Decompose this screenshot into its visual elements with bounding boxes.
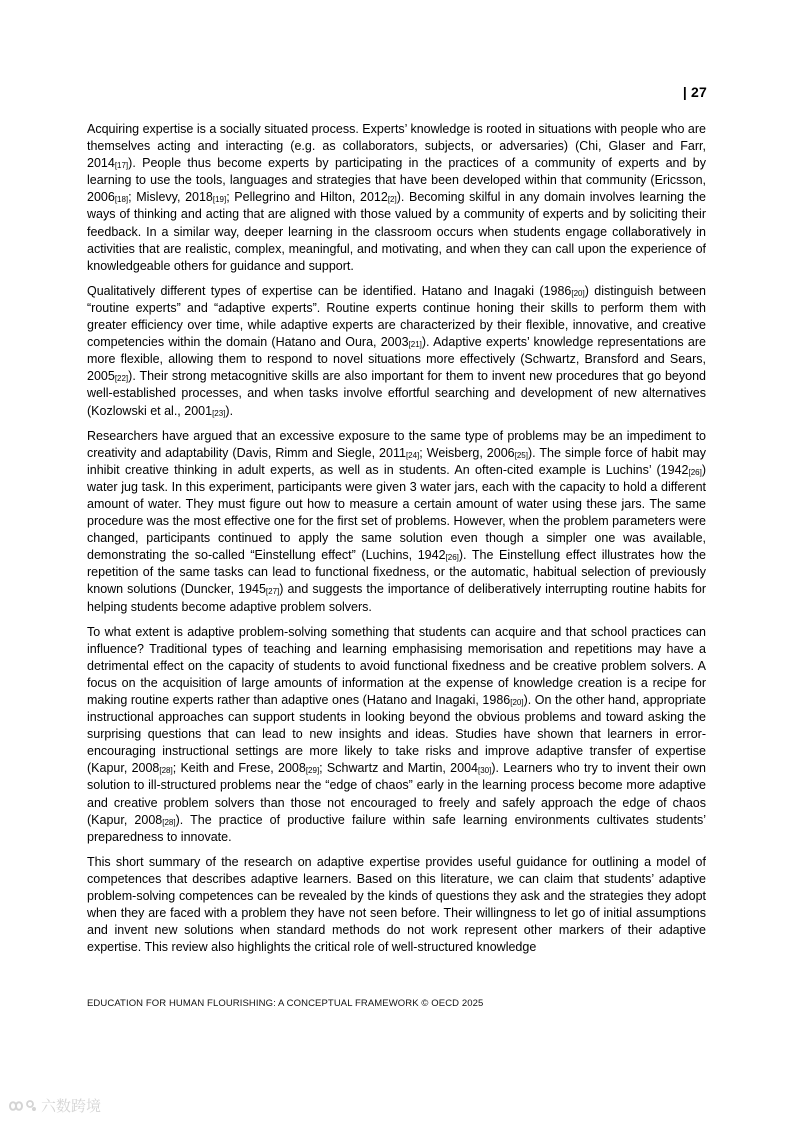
citation-ref: [28]	[159, 766, 173, 776]
paragraph: To what extent is adaptive problem-solving something that students can acquire and that school practices can influence? Traditional types of teaching and learning emphasising memorisation and repetitions may have a detrimental effect on the capacity of students to avoid functional fixedness and be creative problem solvers. A focus on the acquisition of large amounts of information at the expense of knowledge creation is a recipe for making routine experts rather than adaptive ones (Hatano and Inagaki, $1986_{[20]}$). On the other hand, appropriate instructional approaches can support students in looking beyond the obvious problems and toward asking the surprising questions that can lead to new insights and ideas. Studies have shown that learners in error-encouraging instructional settings are more likely to take risks and improve adaptive transfer of expertise (Kapur, $2008_{[28]}$; Keith and Frese, $2008_{[29]}$; Schwartz and Martin, $2004_{[30]}$). Learners who try to invent their own solution to ill-structured problems near the “edge of chaos” early in the learning process become more adaptive and creative problem solvers than those not encouraged to freely and safely approach the edge of chaos (Kapur, $2008_{[28]}$). The practice of productive failure within safe learning environments cultivates students’ preparedness to innovate.	[87, 624, 707, 844]
citation-ref: [17]	[114, 161, 129, 171]
citation-ref: [23]	[212, 408, 226, 418]
watermark-text: 六数跨境	[41, 1098, 102, 1115]
citation-ref: [25]	[514, 450, 528, 460]
citation-ref: [24]	[405, 450, 420, 460]
citation-ref: [20]	[571, 288, 585, 298]
citation-ref: [26]	[445, 553, 459, 563]
citation-ref: [22]	[114, 374, 129, 384]
paragraph: Researchers have argued that an excessive exposure to the same type of problems may be an impediment to creativity and adaptability (Davis, Rimm and Siegle, $2011_{[24]}$; Weisberg, $2006_{[25]}$). The simple force of habit may inhibit creative thinking in adult experts, as well as in students. An often-cited example is Luchins’ $(1942_{[26]})$ water jug task. In this experiment, participants were given 3 water jars, each with the capacity to hold a different amount of water. They must figure out how to measure a certain amount of water using these jars. The same procedure was the most effective one for the first set of problems. However, when the problem parameters were changed, participants continued to apply the same solution even though a simpler one was available, demonstrating the so-called “Einstellung effect” (Luchins, $1942_{[26]}$). The Einstellung effect illustrates how the repetition of the same tasks can lead to functional fixedness, or the automatic, habitual selection of previously known solutions (Duncker, $1945_{[27]}$) and suggests the importance of deliberatively interrupting routine habits for helping students become adaptive problem solvers.	[87, 428, 707, 614]
paragraph: Acquiring expertise is a socially situated process. Experts’ knowledge is rooted in situations with people who are themselves acting and interacting (e.g. as collaborators, subjects, or adversaries) (Chi, Glaser and Farr, $2014_{[17]}$). People thus become experts by participating in the practices of a community of experts and by learning to use the tools, languages and strategies that have been developed within that community (Ericsson, $2006_{[18]}$; Mislevy, $2018_{[19]}$; Pellegrino and Hilton, $2012_{[2]}$). Becoming skilful in any domain involves learning the ways of thinking and acting that are aligned with those valued by a community of experts and by soliciting their feedback. In a similar way, deeper learning in the classroom occurs when students engage collaboratively in activities that are realistic, complex, meaningful, and motivating, and when they can call upon the experience of knowledgeable others for guidance and support.	[87, 122, 706, 273]
citation-ref: [18]	[114, 195, 129, 205]
citation-ref: [27]	[265, 587, 280, 597]
paragraph: Qualitatively different types of expertise can be identified. Hatano and Inagaki $(1986_{[20]})$ distinguish between “routine experts” and “adaptive experts”. Routine experts continue honing their skills to perform them with greater efficiency over time, while adaptive experts are characterized by their flexible, innovative, and creative competencies within the domain (Hatano and Oura, $2003_{[21]}$). Adaptive experts’ knowledge representations are more flexible, allowing them to respond to novel situations more effectively (Schwartz, Bransford and Sears, $2005_{[22]}$). Their strong metacognitive skills are also important for them to invent new procedures that go beyond well-established processes, and when tasks involve effortful searching and development of new alternatives (Kozlowski et al., $2001_{[23]}$).	[87, 283, 706, 418]
watermark	[8, 1095, 101, 1116]
citation-ref: [28]	[162, 817, 176, 827]
citation-ref: [2]	[387, 195, 397, 205]
citation-ref: [26]	[688, 467, 702, 477]
page-number: | 27	[682, 84, 707, 100]
infinity-logo-icon	[8, 1098, 38, 1114]
citation-ref: [29]	[305, 766, 320, 776]
page-footer: EDUCATION FOR HUMAN FLOURISHING: A CONCEPTUAL FRAMEWORK © OECD 2025	[87, 998, 484, 1009]
citation-ref: [19]	[212, 195, 227, 205]
citation-ref: [20]	[510, 698, 524, 707]
citation-ref: [21]	[408, 340, 422, 350]
paragraph: This short summary of the research on adaptive expertise provides useful guidance for outlining a model of competences that describes adaptive learners. Based on this literature, we can claim that students’ adaptive problem-solving competences can be revealed by the kinds of questions they ask and the strategies they adopt when they are faced with a problem they have not seen before. Their willingness to let go of initial assumptions and invent new solutions when standard methods do not work represent other markers of their adaptive expertise. This review also highlights the critical role of well-structured knowledge	[87, 854, 706, 955]
body-text	[87, 121, 706, 964]
citation-ref: [30]	[477, 766, 492, 776]
